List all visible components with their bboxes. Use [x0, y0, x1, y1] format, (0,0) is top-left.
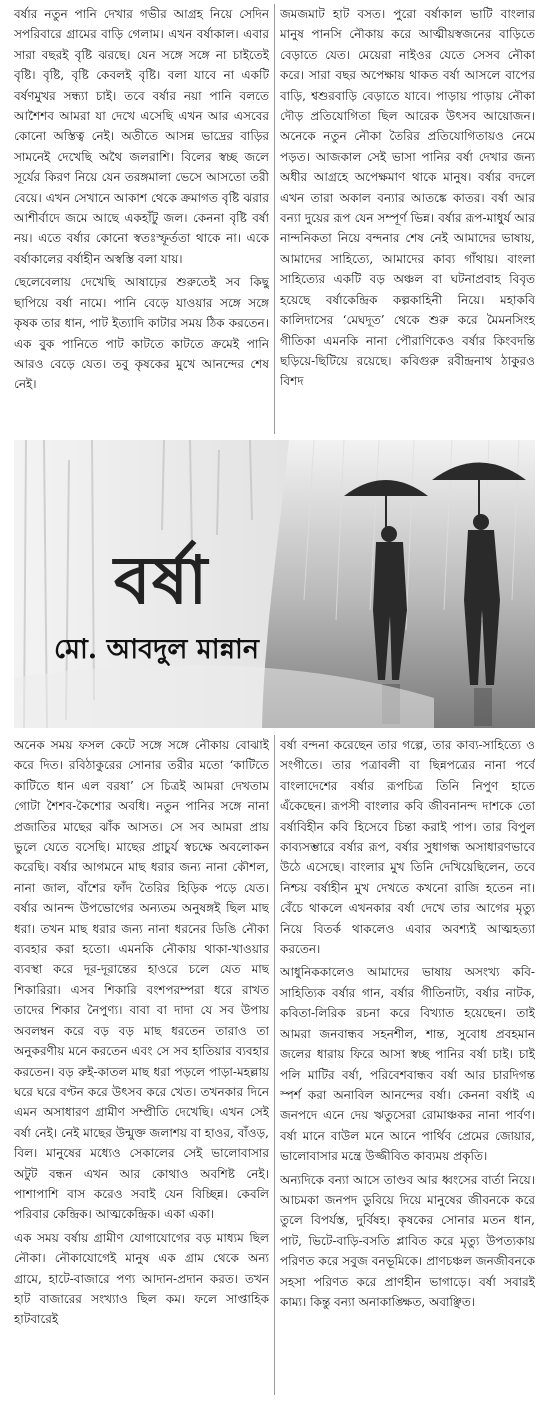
column-divider-top [274, 4, 275, 434]
paragraph: বর্ষা বন্দনা করেছেন তার গল্পে, তার কাব্য-সাহিত্যে ও সংগীতে। তার পত্রাবলী বা ছিন্নপত্রের নানা পর্বে বাংলাদেশের বর্ষার রূপচিত্র তিনি নিপুণ হাতে এঁকেছেন। রূপসী বাংলার কবি জীবনানন্দ দাশকে তো বর্ষাবিহীন কবি হিসেবে চিন্তা করাই পাপ। তার বিপুল কাব্যসম্ভারে বর্ষার রূপ, বর্ষার সুধাগন্ধ অসাধারণভাবে উঠে এসেছে। বাংলার মুখ তিনি দেখিয়েছিলেন, তবে নিশ্চয় বর্ষাহীন মুখ দেখতে কখনো রাজি হতেন না। বেঁচে থাকলে এখনকার বর্ষা দেখে তার আগের মৃত্যু নিয়ে বিতর্ক থাকলেও এবার অবশ্যই আত্মহত্যা করতেন। [280, 738, 535, 957]
paragraph: অন্যদিকে বন্যা আসে তাণ্ডব আর ধ্বংসের বার্তা নিয়ে। আচমকা জনপদ ডুবিয়ে দিয়ে মানুষের জীবনকে করে তুলে বিপর্যস্ত, দুর্বিষহ। কৃষকের সোনার মতন ধান, পাট, ভিটে-বাড়ি-বসতি প্লাবিত করে মৃত্যু উপত্যকায় পরিণত করে সবুজ বনভূমিকে। প্রাণচঞ্চল জনজীবনকে সহসা পরিণত করে প্রাণহীন ভাগাড়ে। বর্ষা সবারই কাম্য। কিন্তু বন্যা অনাকাঙ্ক্ষিত, অবাঞ্ছিত। [280, 1172, 535, 1309]
article-column-top-right [280, 4, 535, 434]
article-column-top-left [14, 4, 269, 434]
paragraph: এক সময় বর্ষায় গ্রামীণ যোগাযোগের বড় মাধ্যম ছিল নৌকা। নৌকাযোগেই মানুষ এক গ্রাম থেকে অন্য গ্রামে, হাটে-বাজারে পণ্য আদান-প্রদান করত। তখন হাট বাজারের সংখ্যাও ছিল কম। ফলে সাপ্তাহিক হাটবারেই [14, 1230, 269, 1327]
paragraph: ছেলেবেলায় দেখেছি আষাঢ়ের শুরুতেই সব কিছু ছাপিয়ে বর্ষা নামে। পানি বেড়ে যাওয়ার সঙ্গে সঙ্গে কৃষক তার ধান, পাট ইত্যাদি কাটার সময় ঠিক করতেন। এক বুক পানিতে পাট কাটতে কাটতে ক্রমেই পানি আরও বেড়ে যেত। তবু কৃষকের মুখে আনন্দের শেষ নেই। [14, 275, 269, 392]
article-hero-banner [14, 440, 535, 728]
paragraph: জমজমাট হাট বসত। পুরো বর্ষাকাল ভাটি বাংলার মানুষ পানসি নৌকায় করে আত্মীয়স্বজনের বাড়িতে বেড়াতে যেত। মেয়েরা নাইওর যেতে সেসব নৌকা করে। সারা বছর অপেক্ষায় থাকত বর্ষা আসলে বাপের বাড়ি, শ্বশুরবাড়ি বেড়াতে যাবে। পাড়ায় পাড়ায় নৌকা দৌড় প্রতিযোগিতা ছিল আরেক উৎসব আয়োজন। অনেকে নতুন নৌকা তৈরির প্রতিযোগিতায়ও নেমে পড়ত। আজকাল সেই ভাসা পানির বর্ষা দেখার জন্য অধীর আগ্রহে অপেক্ষমাণ থাকে মানুষ। বর্ষার বদলে এখন তারা অকাল বন্যার আতঙ্কে কাতর। বর্ষা আর বন্যা দুয়ের রূপ যেন সম্পূর্ণ ভিন্ন। বর্ষার রূপ-মাধুর্য আর নান্দনিকতা নিয়ে বন্দনার শেষ নেই আমাদের ভাষায়, আমাদের সাহিত্যে, আমাদের কাব্য গাঁথায়। বাংলা সাহিত্যের একটি বড় অঞ্চল বা ঘটনাপ্রবাহ বিবৃত হয়েছে বর্ষাকেন্দ্রিক কল্পকাহিনী নিয়ে। মহাকবি কালিদাসের ‘মেঘদূত’ থেকে শুরু করে মৈমনসিংহ গীতিকা এমনকি নানা পৌরাণিকেও বর্ষার কিংবদন্তি ছড়িয়ে-ছিটিয়ে রয়েছে। কবিগুরু রবীন্দ্রনাথ ঠাকুরও বিশদ [280, 7, 535, 389]
article-title: বর্ষা [114, 541, 209, 619]
article-author: মো. আবদুল মান্নান [54, 634, 259, 665]
paragraph: অনেক সময় ফসল কেটে সঙ্গে সঙ্গে নৌকায় বোঝাই করে দিত। রবিঠাকুরের সোনার তরীর মতো ‘কাটিতে কাটিতে ধান এল বরষা’ সে চিত্রই আমরা দেখতাম গোটা শৈশব-কৈশোর অবধি। নতুন পানির সঙ্গে নানা প্রজাতির মাছের ঝাঁক আসত। সে সব আমরা প্রায় ভুলে যেতে বসেছি। মাছের প্রাচুর্য স্বচক্ষে অবলোকন করেছি। বর্ষার আগমনে মাছ ধরার জন্য নানা কৌশল, নানা জাল, বাঁশের ফাঁদ তৈরির হিড়িক পড়ে যেত। বর্ষার আনন্দ উপভোগের অন্যতম অনুষঙ্গই ছিল মাছ ধরা। তখন মাছ ধরার জন্য নানা ধরনের ডিঙি নৌকা ব্যবহার করা হতো। এমনকি নৌকায় থাকা-খাওয়ার ব্যবস্থা করে দূর-দূরান্তের হাওরে চলে যেত মাছ শিকারিরা। এসব শিকারি বংশপরম্পরা ধরে রাখত তাদের শিকার নৈপুণ্য। বাবা বা দাদা যে সব উপায় অবলম্বন করে বড় বড় মাছ ধরতেন তারাও তা অনুকরণীয় মনে করতেন এবং সে সব হাতিয়ার ব্যবহার করতেন। বড় রুই-কাতল মাছ ধরা পড়লে পাড়া-মহল্লায় ঘরে ঘরে বণ্টন করে উৎসব করে খেত। তখনকার দিনে এমন অসাধারণ গ্রামীণ সম্প্রীতি দেখেছি। এখন সেই বর্ষা নেই। নেই মাছের উন্মুক্ত জলাশয় বা হাওর, বাঁওড়, বিল। মানুষের মধ্যেও সেকালের সেই ভালোবাসার অটুট বন্ধন এখন আর কোথাও অবশিষ্ট নেই। পাশাপাশি বাস করেও সবাই যেন বিচ্ছিন্ন। কেবলি পরিবার কেন্দ্রিক। আত্মকেন্দ্রিক। একা একা। [14, 738, 269, 1222]
paragraph: বর্ষার নতুন পানি দেখার গভীর আগ্রহ নিয়ে সেদিন সপরিবারে গ্রামের বাড়ি গেলাম। এখন বর্ষাকাল। এবার সারা বছরই বৃষ্টি ঝরছে। যেন সঙ্গে সঙ্গে না চাইতেই বৃষ্টি। বৃষ্টি, বৃষ্টি কেবলই বৃষ্টি। বলা যাবে না একটি বর্ষণমুখর সন্ধ্যা চাই। তবে বর্ষার নয়া পানি বলতে আশৈশব আমরা যা দেখে এসেছি এখন আর এসবের কোনো অস্তিত্ব নেই। অতীতে আসন্ন ভাদ্রের বাড়ির সামনেই দেখেছি অথৈ জলরাশি। বিলের স্বচ্ছ জলে সূর্যের কিরণ নিয়ে যেন তরঙ্গমালা ভেসে আসতো তরী বেয়ে। এখন সেখানে আকাশ থেকে ক্রমাগত বৃষ্টি ঝরার আশীর্বাদে জমে আছে একহাঁটু জল। কেননা বৃষ্টি বর্ষা নয়। এতে বর্ষার কোনো স্বতঃস্ফূর্ততা থাকে না। একে বর্ষাকালের বর্ষাহীন অস্বস্তি বলা যায়। [14, 7, 269, 266]
paragraph: আধুনিককালেও আমাদের ভাষায় অসংখ্য কবি-সাহিত্যিক বর্ষার গান, বর্ষার গীতিনাট্য, বর্ষার নাটক, কবিতা-লিরিক রচনা করে বিখ্যাত হয়েছেন। তাই আমরা জনবান্ধব সহনশীল, শান্ত, সুবোধ প্রবহমান জলের ধারায় ফিরে আসা স্বচ্ছ পানির বর্ষা চাই। চাই পলি মাটির বর্ষা, পরিবেশবান্ধব বর্ষা আর চারদিগন্ত স্পর্শ করা অনাবিল আনন্দের বর্ষা। কেননা বর্ষাই এ জনপদে এনে দেয় ঋতুসেরা রোমাঞ্চকর নানা পার্বণ। বর্ষা মানে বাউল মনে আনে পার্থিব প্রেমের জোয়ার, ভালোবাসার মন্ত্রে উজ্জীবিত কাব্যময় প্রকৃতি। [280, 965, 535, 1164]
rain-illustration [14, 440, 535, 728]
article-column-bottom-right [280, 735, 535, 1395]
column-divider-bottom [274, 735, 275, 1395]
article-column-bottom-left [14, 735, 269, 1395]
